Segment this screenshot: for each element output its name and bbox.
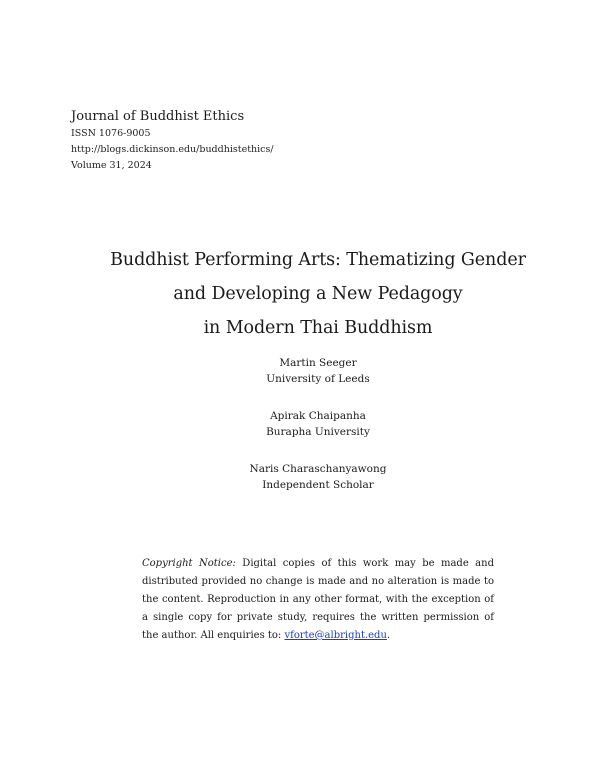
- author: [0, 461, 600, 493]
- article-title: [0, 243, 600, 345]
- author-name: Naris Charaschanyawong: [249, 463, 387, 475]
- author-list: [0, 355, 600, 514]
- journal-volume: Volume 31, 2024: [71, 160, 152, 171]
- title-line: and Developing a New Pedagogy: [173, 284, 463, 304]
- copyright-text: Digital copies of this work may be made and distributed provided no change is made and no alteration is made to the content. Reproduction in any other format, with the exception of a single copy for private study, requires the written permission of the author. All enquiries to:: [142, 558, 494, 641]
- author: [0, 355, 600, 387]
- title-line: in Modern Thai Buddhism: [203, 318, 433, 338]
- author-affiliation: Burapha University: [266, 426, 370, 438]
- journal-url: http://blogs.dickinson.edu/buddhistethics/: [71, 144, 274, 155]
- author-affiliation: University of Leeds: [266, 373, 370, 385]
- copyright-end: .: [386, 630, 391, 641]
- author-name: Apirak Chaipanha: [270, 410, 366, 422]
- journal-issn: ISSN 1076-9005: [71, 128, 151, 139]
- copyright-label: Copyright Notice:: [142, 558, 236, 569]
- journal-title: Journal of Buddhist Ethics: [71, 109, 245, 124]
- title-line: Buddhist Performing Arts: Thematizing Gender: [110, 250, 526, 270]
- author-affiliation: Independent Scholar: [262, 479, 374, 491]
- journal-header: [71, 108, 274, 174]
- author: [0, 408, 600, 440]
- author-name: Martin Seeger: [279, 357, 357, 369]
- copyright-notice: [142, 555, 494, 645]
- contact-email-link[interactable]: vforte@albright.edu: [284, 630, 387, 641]
